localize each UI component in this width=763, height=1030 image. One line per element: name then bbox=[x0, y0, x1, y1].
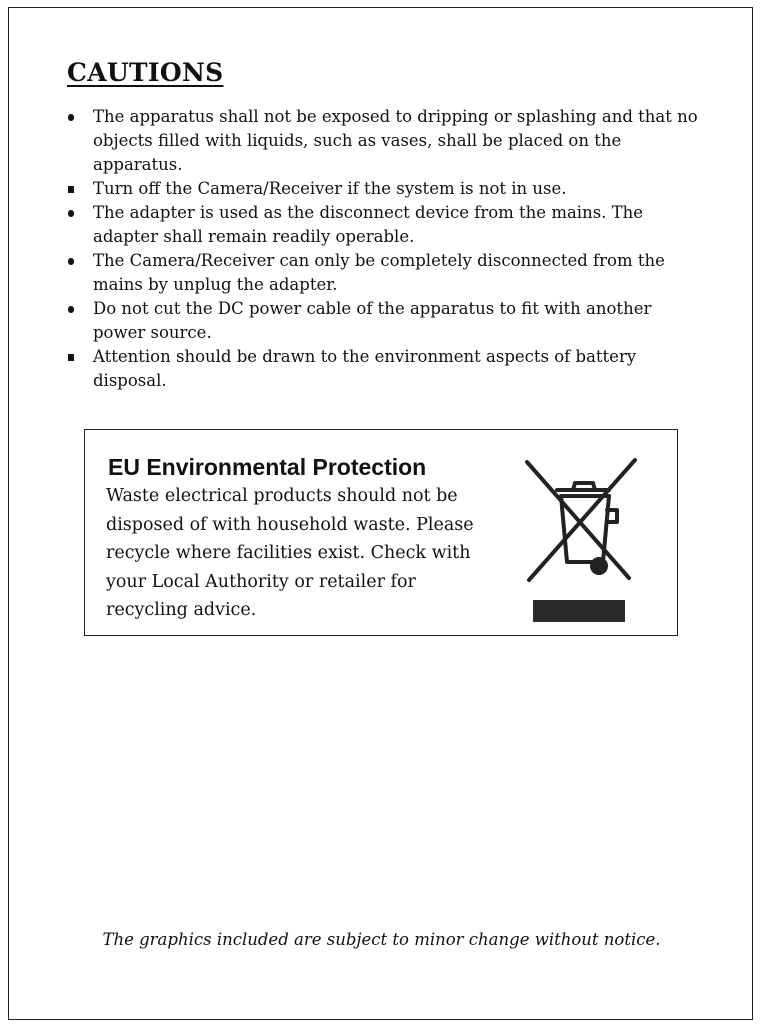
bullet-icon bbox=[68, 210, 74, 217]
caution-text: Do not cut the DC power cable of the apparatus to fit with another power source. bbox=[93, 299, 652, 342]
caution-item bbox=[65, 249, 705, 297]
crossed-out-wheelie-bin-icon bbox=[521, 452, 641, 622]
caution-item bbox=[65, 297, 705, 345]
caution-text: Attention should be drawn to the environment aspects of battery disposal. bbox=[93, 347, 637, 390]
caution-text: The apparatus shall not be exposed to dripping or splashing and that no objects filled with liquids, such as vases, shall be placed on the apparatus. bbox=[93, 107, 698, 174]
caution-item bbox=[65, 105, 705, 177]
caution-item bbox=[65, 201, 705, 249]
eu-protection-box bbox=[84, 429, 678, 636]
cautions-list bbox=[65, 105, 705, 393]
bullet-icon bbox=[68, 114, 74, 121]
caution-item bbox=[65, 345, 705, 393]
bullet-icon bbox=[68, 306, 74, 313]
bullet-icon bbox=[68, 186, 74, 193]
eu-protection-text: Waste electrical products should not be disposed of with household waste. Please recycle where facilities exist. Check with your Local Authority or retailer for recycling advice. bbox=[106, 486, 474, 620]
caution-text: The adapter is used as the disconnect device from the mains. The adapter shall remain readily operable. bbox=[93, 203, 644, 246]
bullet-icon bbox=[68, 354, 74, 361]
bullet-icon bbox=[68, 258, 74, 265]
cautions-title: CAUTIONS bbox=[67, 58, 224, 87]
caution-text: The Camera/Receiver can only be completely disconnected from the mains by unplug the adapter. bbox=[93, 251, 665, 294]
footer-note: The graphics included are subject to minor change without notice. bbox=[102, 930, 661, 949]
caution-text: Turn off the Camera/Receiver if the system is not in use. bbox=[93, 179, 567, 198]
caution-item bbox=[65, 177, 705, 201]
eu-protection-title: EU Environmental Protection bbox=[108, 454, 427, 480]
